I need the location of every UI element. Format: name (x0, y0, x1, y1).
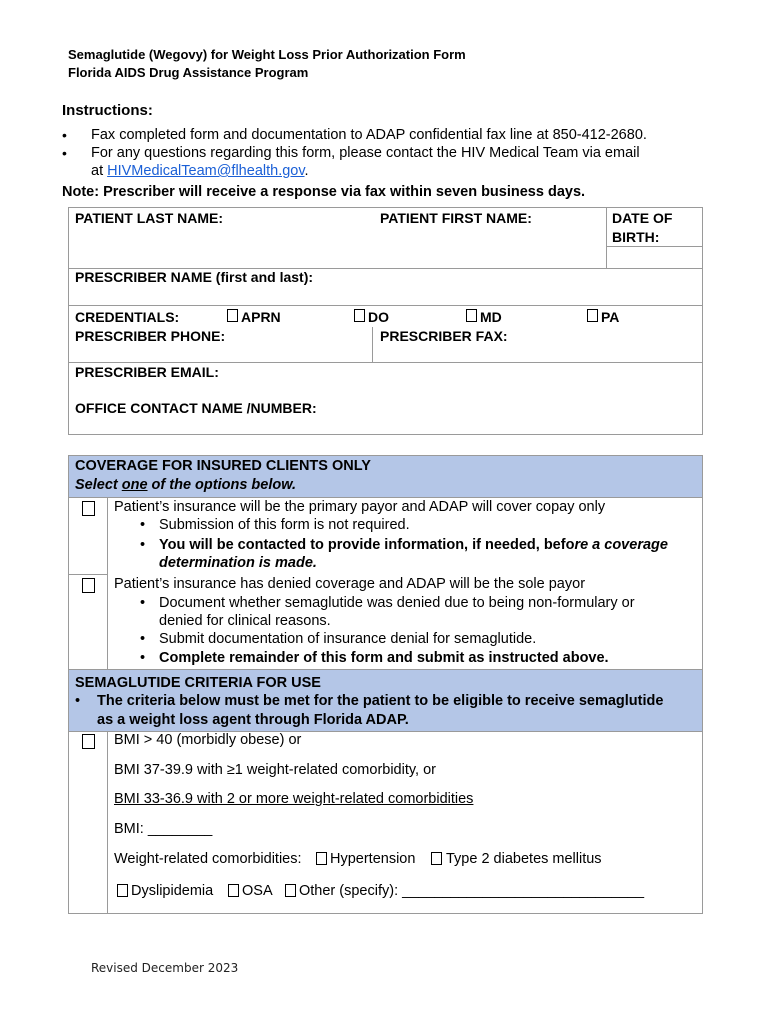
revision-date: Revised December 2023 (91, 961, 239, 975)
opt1-bullet-not-required: Submission of this form is not required. (159, 517, 410, 533)
row-divider (68, 305, 703, 306)
program-name: Florida AIDS Drug Assistance Program (68, 65, 309, 80)
bmi-33-36: BMI 33-36.9 with 2 or more weight-related comorbidities (114, 791, 474, 807)
opt2-bullet-complete: Complete remainder of this form and submit as instructed above. (159, 650, 609, 666)
criteria-requirement: The criteria below must be met for the patient to be eligible to receive semaglutide (97, 693, 664, 709)
office-contact-label: OFFICE CONTACT NAME /NUMBER: (75, 400, 317, 416)
hypertension-label: Hypertension (330, 851, 416, 867)
osa-checkbox[interactable] (228, 884, 239, 897)
dob-divider (606, 207, 607, 268)
dob-label-line1: DATE OF (612, 210, 673, 226)
bullet-icon: • (62, 145, 67, 161)
bmi-field[interactable]: BMI: ________ (114, 821, 213, 837)
email-link[interactable]: HIVMedicalTeam@flhealth.gov (107, 163, 305, 179)
dob-cell-line (606, 246, 703, 247)
subheading-pre: Select (75, 477, 122, 493)
coverage-heading: COVERAGE FOR INSURED CLIENTS ONLY (75, 458, 371, 474)
bmi-37-39: BMI 37-39.9 with ≥1 weight-related comorbidity, or (114, 762, 436, 778)
checkbox-column-divider (107, 731, 108, 914)
md-checkbox[interactable] (466, 309, 477, 322)
patient-last-name-label: PATIENT LAST NAME: (75, 210, 224, 226)
opt2-bullet-document: Document whether semaglutide was denied due to being non-formulary or (159, 595, 635, 611)
other-specify-field[interactable]: Other (specify): ______________________________ (299, 883, 645, 899)
contacted-text-italic: re a coverage (574, 537, 668, 553)
t2dm-label: Type 2 diabetes mellitus (446, 851, 602, 867)
coverage-subheading (75, 477, 296, 493)
subheading-post: of the options below. (147, 477, 297, 493)
prescriber-fax-label: PRESCRIBER FAX: (380, 328, 508, 344)
row-divider (68, 669, 703, 670)
do-label: DO (368, 309, 389, 325)
option-sole-payor: Patient’s insurance has denied coverage and ADAP will be the sole payor (114, 576, 586, 592)
bmi-over-40: BMI > 40 (morbidly obese) or (114, 732, 302, 748)
aprn-checkbox[interactable] (227, 309, 238, 322)
t2dm-checkbox[interactable] (431, 852, 442, 865)
instructions-heading: Instructions: (62, 102, 153, 119)
comorbidities-label: Weight-related comorbidities: (114, 851, 302, 867)
option-primary-payor: Patient’s insurance will be the primary payor and ADAP will cover copay only (114, 499, 606, 515)
subheading-one: one (121, 477, 148, 493)
other-checkbox[interactable] (285, 884, 296, 897)
bullet-icon: • (140, 631, 146, 647)
dyslipidemia-label: Dyslipidemia (131, 883, 214, 899)
email-prefix: at (91, 163, 108, 179)
opt1-bullet-contacted (159, 537, 668, 553)
dyslipidemia-checkbox[interactable] (117, 884, 128, 897)
contacted-text: You will be contacted to provide information, if needed, befo (159, 537, 575, 553)
bullet-icon: • (140, 517, 146, 533)
patient-first-name-label: PATIENT FIRST NAME: (380, 210, 532, 226)
row-divider (68, 497, 703, 498)
prescriber-name-label: PRESCRIBER NAME (first and last): (75, 269, 314, 285)
bullet-icon: • (140, 595, 146, 611)
checkbox-column-divider (107, 497, 108, 669)
prescriber-email-label: PRESCRIBER EMAIL: (75, 364, 219, 380)
opt2-bullet-submit: Submit documentation of insurance denial for semaglutide. (159, 631, 537, 647)
instruction-contact-email-line (91, 163, 309, 179)
aprn-label: APRN (241, 309, 281, 325)
response-note: Note: Prescriber will receive a response via fax within seven business days. (62, 184, 586, 200)
criteria-requirement-cont: as a weight loss agent through Florida ADAP. (97, 712, 409, 728)
osa-label: OSA (242, 883, 273, 899)
hypertension-checkbox[interactable] (316, 852, 327, 865)
row-divider (68, 362, 703, 363)
phone-fax-divider (372, 327, 373, 362)
instruction-fax: Fax completed form and documentation to ADAP confidential fax line at 850-412-2680. (91, 127, 647, 143)
bullet-icon: • (62, 127, 67, 143)
bmi-criteria-checkbox[interactable] (82, 734, 95, 749)
sole-payor-checkbox[interactable] (82, 578, 95, 593)
instruction-contact: For any questions regarding this form, please contact the HIV Medical Team via email (91, 145, 640, 161)
checkbox-cell-divider (68, 574, 107, 575)
opt2-bullet-document-cont: denied for clinical reasons. (159, 613, 331, 629)
form-title: Semaglutide (Wegovy) for Weight Loss Prior Authorization Form (68, 47, 466, 62)
bullet-icon: • (140, 650, 146, 666)
email-suffix: . (304, 163, 309, 179)
md-label: MD (480, 309, 502, 325)
dob-label-line2: BIRTH: (612, 229, 660, 245)
opt1-bullet-contacted-cont: determination is made. (159, 555, 317, 571)
do-checkbox[interactable] (354, 309, 365, 322)
credentials-label: CREDENTIALS: (75, 309, 180, 325)
bullet-icon: • (75, 693, 81, 709)
criteria-heading: SEMAGLUTIDE CRITERIA FOR USE (75, 675, 321, 691)
bullet-icon: • (140, 537, 146, 553)
primary-payor-checkbox[interactable] (82, 501, 95, 516)
pa-checkbox[interactable] (587, 309, 598, 322)
prescriber-phone-label: PRESCRIBER PHONE: (75, 328, 226, 344)
pa-label: PA (601, 309, 620, 325)
